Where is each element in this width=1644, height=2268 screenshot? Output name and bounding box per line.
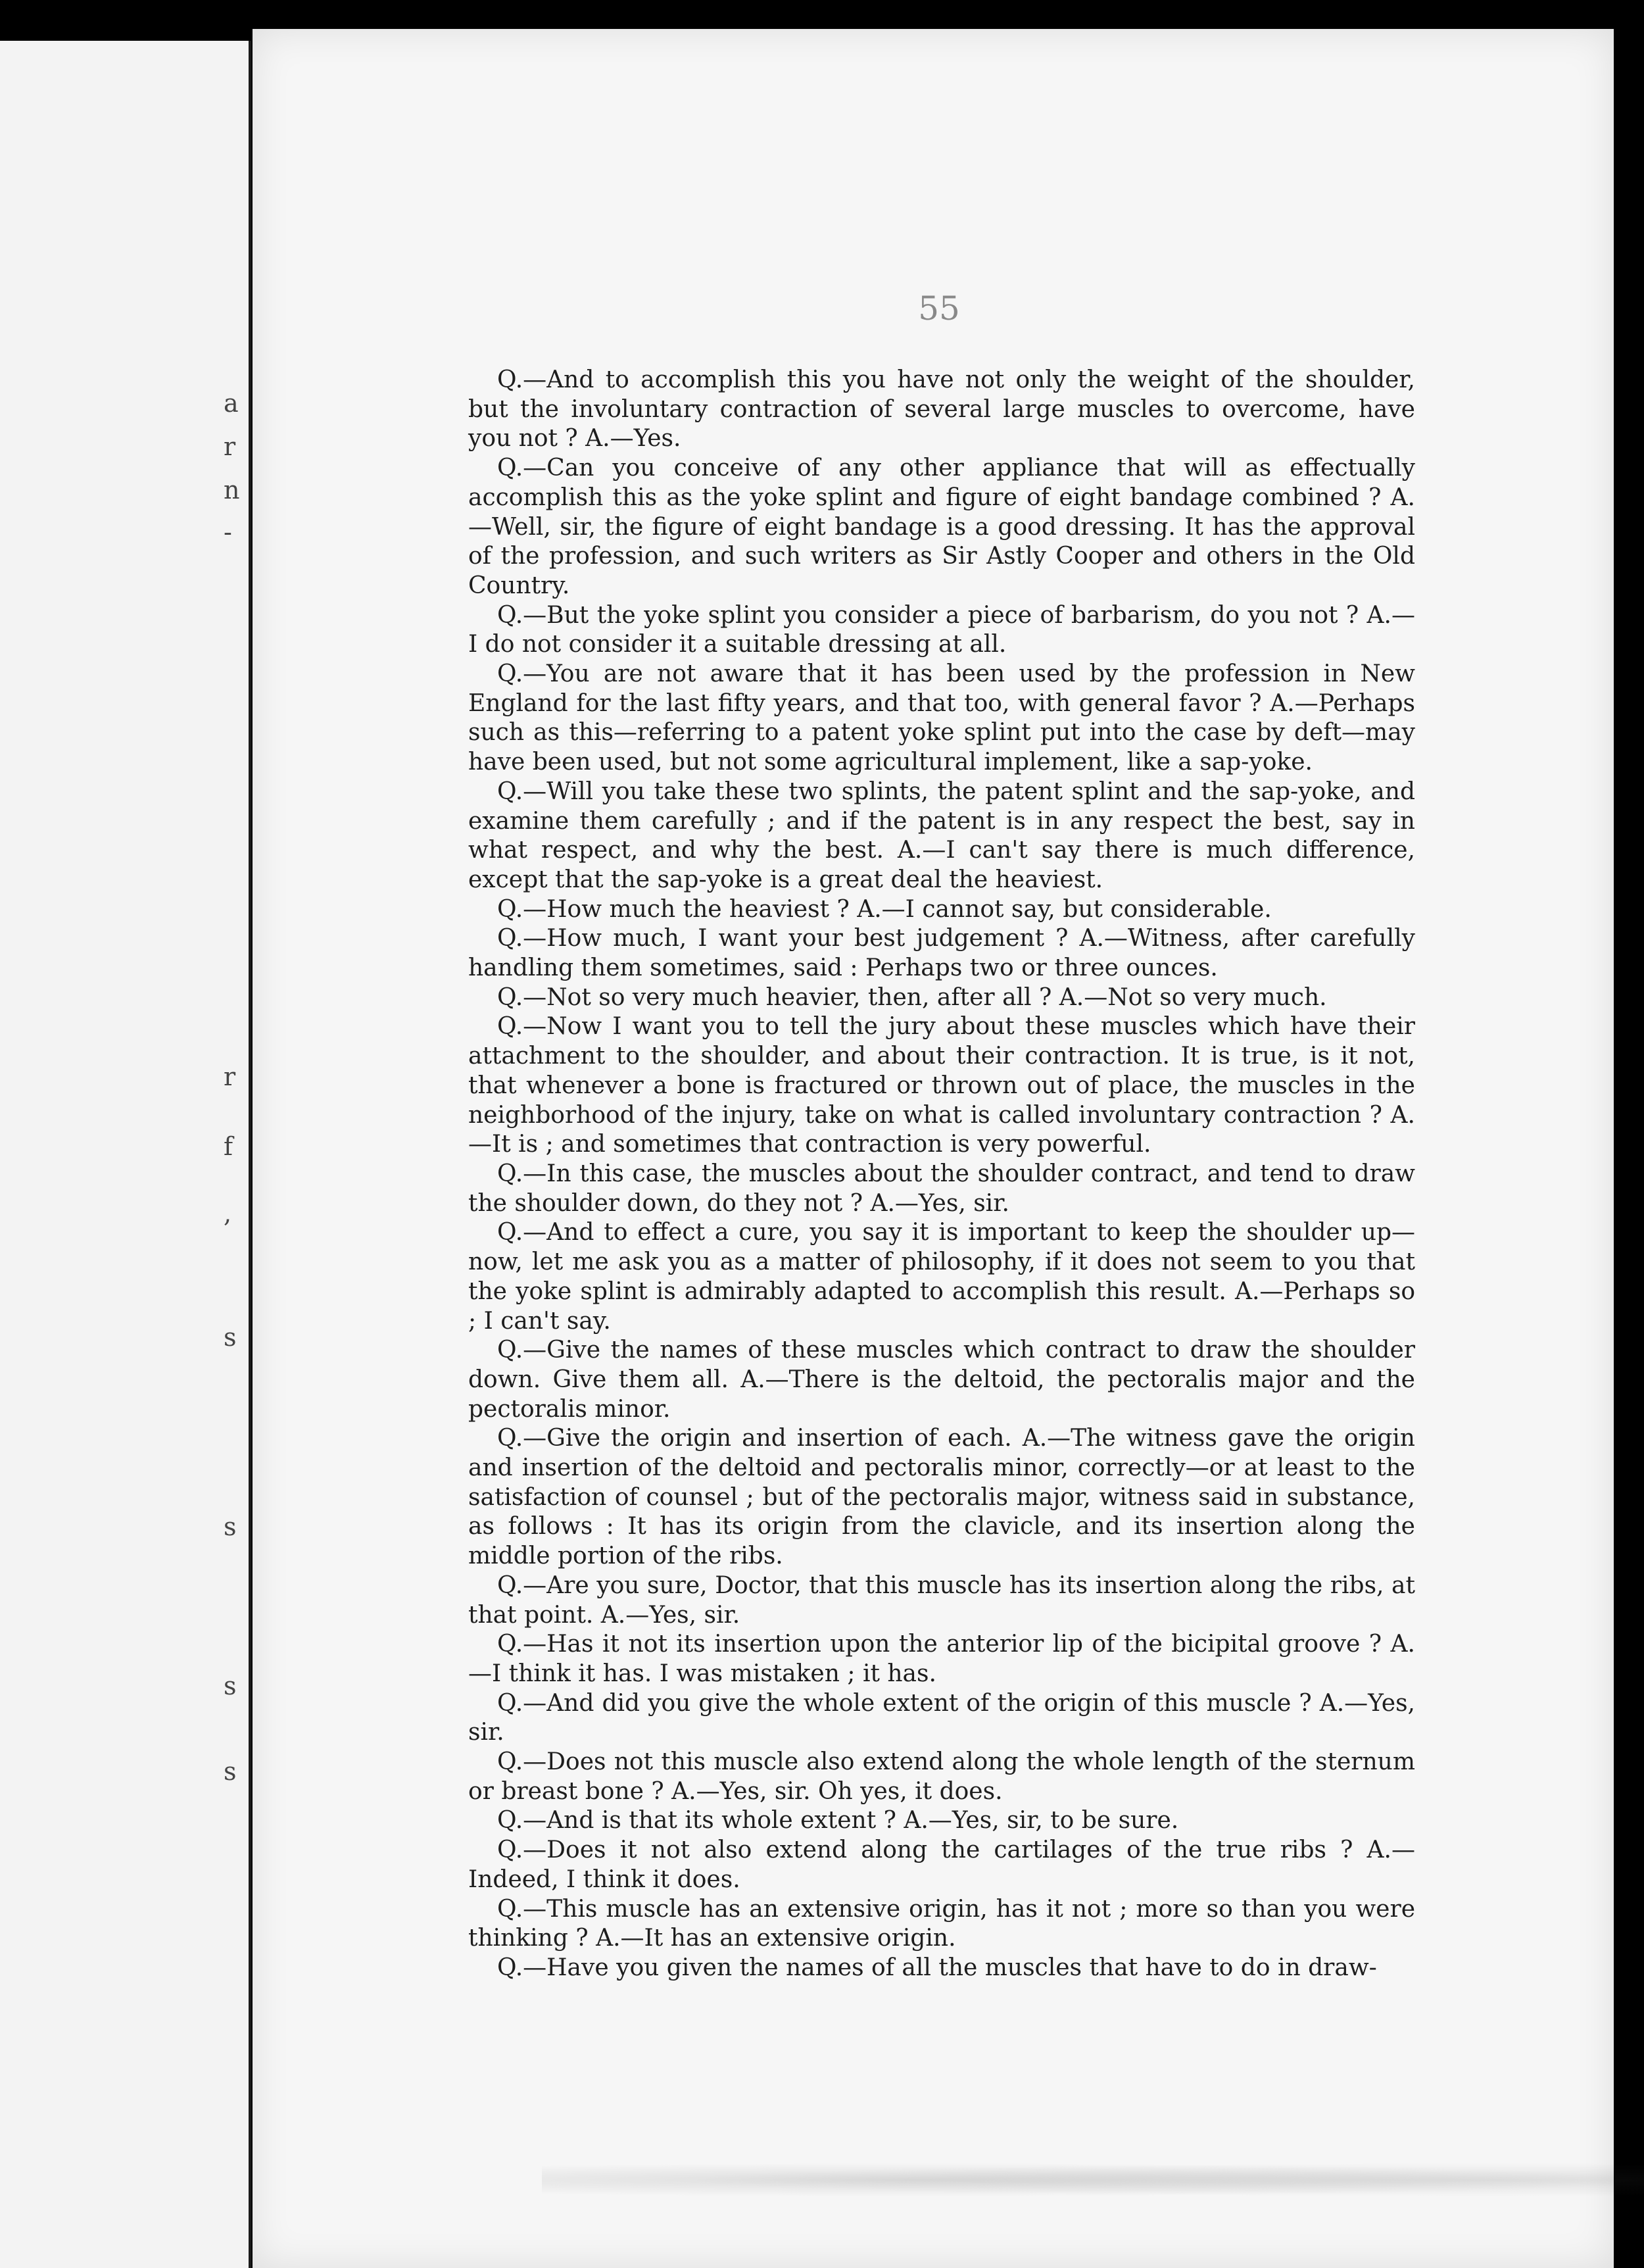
paragraph: Q.—Now I want you to tell the jury about these muscles which have their attachment to the shoulder, and about their contraction. It is true, is it not, that whenever a bone is fractured or thrown out of place, the muscles in the neighborhood of the injury, take on what is called involuntary contraction ? A.—It is ; and sometimes that contraction is very powerful. [468, 1013, 1415, 1158]
paragraph: Q.—You are not aware that it has been used by the profession in New England for the last fifty years, and that too, with general favor ? A.—Perhaps such as this—referring to a patent yoke splint put into the case by deft—may have been used, but not some agricultural implement, like a sap-yoke. [468, 660, 1415, 776]
paragraph: Q.—How much the heaviest ? A.—I cannot say, but considerable. [497, 895, 1272, 923]
margin-fragment: r [224, 1062, 236, 1091]
margin-fragment: s [224, 1757, 237, 1786]
body-text [468, 366, 1415, 1983]
paragraph: Q.—And is that its whole extent ? A.—Yes, sir, to be sure. [497, 1807, 1179, 1835]
margin-fragment: - [224, 518, 232, 547]
paragraph: Q.—Does it not also extend along the cartilages of the true ribs ? A.—Indeed, I think it does. [468, 1837, 1415, 1893]
paragraph: Q.—Are you sure, Doctor, that this muscle has its insertion along the ribs, at that point. A.—Yes, sir. [468, 1571, 1415, 1629]
margin-fragment: , [224, 1199, 232, 1228]
paragraph: Q.—Have you given the names of all the muscles that have to do in draw- [497, 1954, 1377, 1981]
paragraph: Q.—And did you give the whole extent of the origin of this muscle ? A.—Yes, sir. [468, 1689, 1415, 1746]
margin-fragment: s [224, 1323, 237, 1352]
paragraph: Q.—And to effect a cure, you say it is important to keep the shoulder up—now, let me ask you as a matter of philosophy, if it does not seem to you that the yoke splint is admirably adapted to accomplish this result. A.—Perhaps so ; I can't say. [468, 1219, 1415, 1335]
margin-fragment: s [224, 1512, 237, 1541]
paragraph: Q.—Can you conceive of any other appliance that will as effectually accomplish this as the yoke splint and figure of eight bandage combined ? A.—Well, sir, the figure of eight bandage is a good dressing. It has the approval of the profession, and such writers as Sir Astly Cooper and others in the Old Country. [468, 455, 1415, 599]
margin-fragment: r [224, 432, 236, 461]
paragraph: Q.—How much, I want your best judgement ? A.—Witness, after carefully handling them sometimes, said : Perhaps two or three ounces. [468, 925, 1415, 982]
page-number: 55 [918, 289, 960, 328]
paragraph: Q.—Give the origin and insertion of each. A.—The witness gave the origin and insertion of the deltoid and pectoralis minor, correctly—or at least to the satisfaction of counsel ; but of the pectoralis major, witness said in substance, as follows : It has its origin from the clavicle, and its insertion along the middle portion of the ribs. [468, 1425, 1415, 1570]
paragraph: Q.—Not so very much heavier, then, after all ? A.—Not so very much. [497, 983, 1327, 1011]
paragraph: Q.—But the yoke splint you consider a piece of barbarism, do you not ? A.—I do not consider it a suitable dressing at all. [468, 601, 1415, 658]
margin-fragment: f [224, 1132, 233, 1161]
scan-smudge [542, 2160, 1644, 2200]
left-page-edge [0, 41, 251, 2268]
margin-fragment: s [224, 1671, 237, 1700]
paragraph: Q.—In this case, the muscles about the shoulder contract, and tend to draw the shoulder down, do they not ? A.—Yes, sir. [468, 1160, 1415, 1217]
margin-fragment: n [224, 476, 240, 505]
paragraph: Q.—Will you take these two splints, the patent splint and the sap-yoke, and examine them carefully ; and if the patent is in any respect the best, say in what respect, and why the best. A.—I can't say there is much difference, except that the sap-yoke is a great deal the heaviest. [468, 777, 1415, 893]
margin-fragment: a [224, 389, 239, 418]
paragraph: Q.—Has it not its insertion upon the anterior lip of the bicipital groove ? A.—I think it has. I was mistaken ; it has. [468, 1631, 1415, 1687]
paragraph: Q.—And to accomplish this you have not only the weight of the shoulder, but the involuntary contraction of several large muscles to overcome, have you not ? A.—Yes. [468, 366, 1415, 453]
paragraph: Q.—Give the names of these muscles which contract to draw the shoulder down. Give them all. A.—There is the deltoid, the pectoralis major and the pectoralis minor. [468, 1337, 1415, 1423]
paragraph: Q.—Does not this muscle also extend along the whole length of the sternum or breast bone ? A.—Yes, sir. Oh yes, it does. [468, 1748, 1415, 1805]
paragraph: Q.—This muscle has an extensive origin, has it not ; more so than you were thinking ? A.—It has an extensive origin. [468, 1895, 1415, 1952]
